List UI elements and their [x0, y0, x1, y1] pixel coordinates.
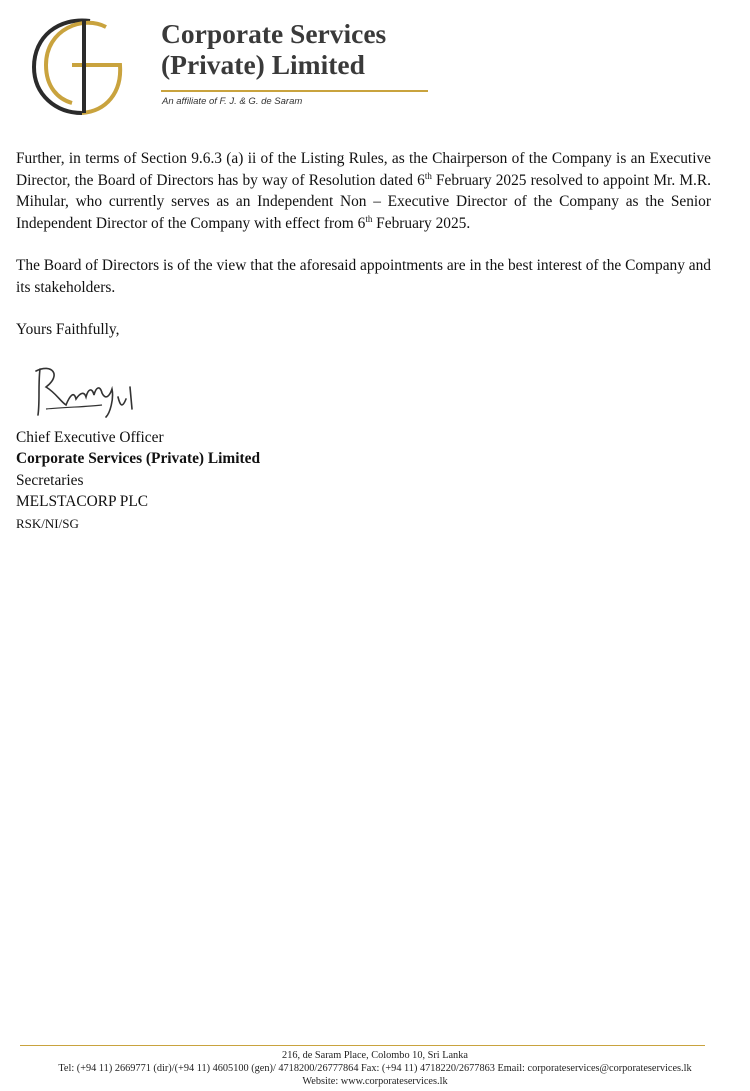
- footer-address: 216, de Saram Place, Colombo 10, Sri Lanka: [282, 1050, 468, 1061]
- paragraph-board-view: The Board of Directors is of the view that the aforesaid appointments are in the best interest of the Company and its stakeholders.: [16, 257, 711, 296]
- affiliate-tagline: An affiliate of F. J. & G. de Saram: [162, 96, 303, 107]
- paragraph-appointment: Further, in terms of Section 9.6.3 (a) ii of the Listing Rules, as the Chairperson of the Company is an Executive Director, the Board of Directors has by way of Resolution dated 6th February 2025 resolved to appoint Mr. M.R. Mihular, who currently serves as an Independent Non – Executive Director of the Company as the Senior Independent Director of the Company with effect from 6th February 2025.: [16, 150, 711, 232]
- footer-gold-rule: [20, 1045, 705, 1046]
- company-name: [161, 18, 461, 80]
- company-name-line2: (Private) Limited: [161, 49, 365, 80]
- handwritten-signature-icon: [26, 357, 146, 427]
- letter-body: [16, 148, 711, 534]
- signatory-title: Chief Executive Officer: [16, 428, 164, 446]
- footer: [0, 1049, 750, 1088]
- letterhead: [0, 0, 750, 120]
- reference-code: RSK/NI/SG: [16, 515, 79, 531]
- header-gold-rule: [161, 90, 428, 92]
- client-name: MELSTACORP PLC: [16, 493, 149, 510]
- signatory-company: Corporate Services (Private) Limited: [16, 450, 261, 467]
- signatory-role: Secretaries: [16, 471, 84, 489]
- footer-contact: Tel: (+94 11) 2669771 (dir)/(+94 11) 4605100 (gen)/ 4718200/26777864 Fax: (+94 11) 4718220/2677863 Email: corporateservices@corporateservices.lk: [58, 1063, 692, 1074]
- closing-salutation: Yours Faithfully,: [16, 321, 120, 338]
- cs-monogram-logo-icon: [28, 15, 128, 117]
- signature-block: [16, 427, 711, 535]
- company-name-line1: Corporate Services: [161, 18, 387, 49]
- footer-website: Website: www.corporateservices.lk: [302, 1076, 448, 1087]
